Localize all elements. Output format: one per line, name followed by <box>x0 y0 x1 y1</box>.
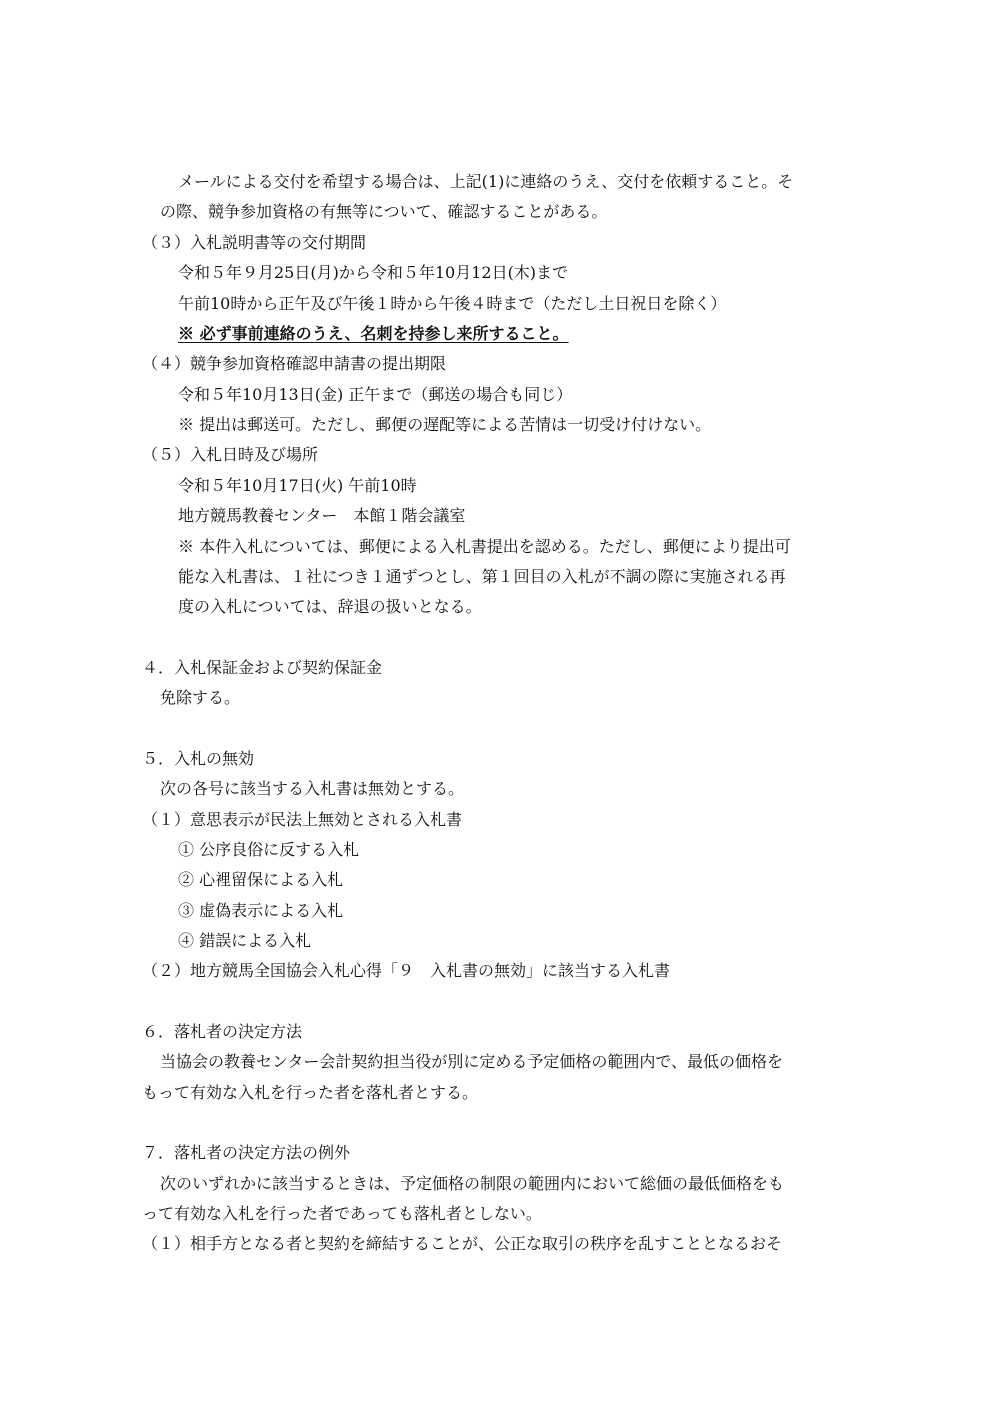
list-item: ① 公序良俗に反する入札 <box>178 840 360 859</box>
text-line: 令和５年９月25日(月)から令和５年10月12日(木)まで <box>178 263 569 282</box>
section-heading: （４）競争参加資格確認申請書の提出期限 <box>142 354 447 373</box>
list-item: ④ 錯誤による入札 <box>178 931 312 950</box>
text-line: 令和５年10月13日(金) 正午まで（郵送の場合も同じ） <box>178 385 573 404</box>
text-line: もって有効な入札を行った者を落札者とする。 <box>142 1083 479 1102</box>
section-heading: （３）入札説明書等の交付期間 <box>142 233 367 252</box>
text-line: 度の入札については、辞退の扱いとなる。 <box>178 597 482 616</box>
text-line: ※ 提出は郵送可。ただし、郵便の遅配等による苦情は一切受け付けない。 <box>178 415 712 434</box>
text-line: 次のいずれかに該当するときは、予定価格の制限の範囲内において総価の最低価格をも <box>160 1174 785 1193</box>
section-heading: （２）地方競馬全国協会入札心得「９ 入札書の無効」に該当する入札書 <box>142 961 671 980</box>
text-line: 免除する。 <box>160 688 241 707</box>
section-heading: ４．入札保証金および契約保証金 <box>142 658 383 677</box>
text-line: って有効な入札を行った者であっても落札者としない。 <box>142 1204 542 1223</box>
text-line: ※ 本件入札については、郵便による入札書提出を認める。ただし、郵便により提出可 <box>178 537 791 556</box>
text-line: メールによる交付を希望する場合は、上記(1)に連絡のうえ、交付を依頼すること。そ <box>178 172 794 191</box>
text-line: 地方競馬教養センター 本館１階会議室 <box>178 506 466 525</box>
section-heading: ７．落札者の決定方法の例外 <box>142 1143 351 1162</box>
section-heading: （５）入札日時及び場所 <box>142 445 319 464</box>
section-heading: ６．落札者の決定方法 <box>142 1022 303 1041</box>
list-item: ③ 虚偽表示による入札 <box>178 901 344 920</box>
important-notice: ※ 必ず事前連絡のうえ、名刺を持参し来所すること。 <box>178 324 569 343</box>
text-line: 能な入札書は、１社につき１通ずつとし、第１回目の入札が不調の際に実施される再 <box>178 567 786 586</box>
text-line: 令和５年10月17日(火) 午前10時 <box>178 476 417 495</box>
text-line: 次の各号に該当する入札書は無効とする。 <box>160 779 465 798</box>
section-heading: （１）意思表示が民法上無効とされる入札書 <box>142 810 463 829</box>
text-line: 当協会の教養センター会計契約担当役が別に定める予定価格の範囲内で、最低の価格を <box>160 1052 784 1071</box>
text-line: 午前10時から正午及び午後１時から午後４時まで（ただし土日祝日を除く） <box>178 294 727 313</box>
section-heading: （１）相手方となる者と契約を締結することが、公正な取引の秩序を乱すこととなるおそ <box>142 1234 783 1253</box>
list-item: ② 心裡留保による入札 <box>178 870 344 889</box>
text-line: の際、競争参加資格の有無等について、確認することがある。 <box>160 202 608 221</box>
section-heading: ５．入札の無効 <box>142 749 255 768</box>
